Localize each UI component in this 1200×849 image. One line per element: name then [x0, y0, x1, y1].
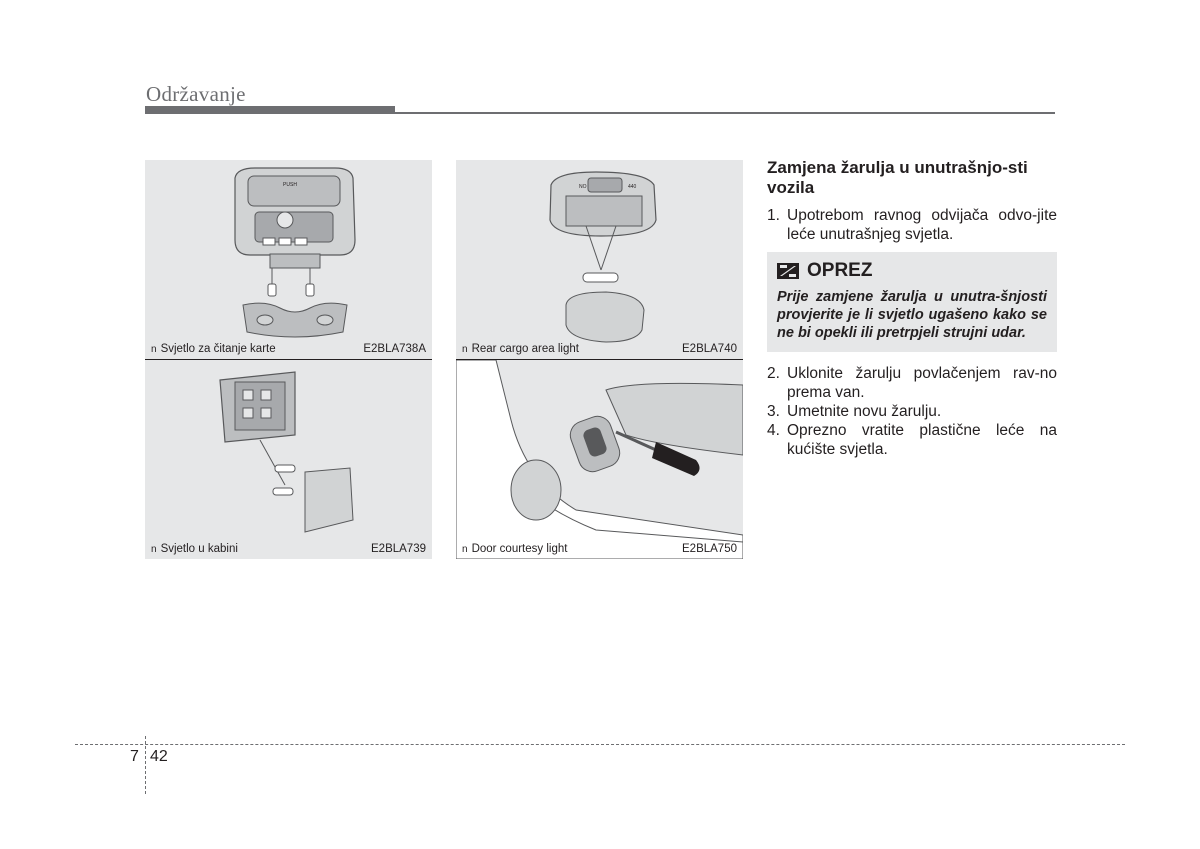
- figure-code: E2BLA750: [682, 543, 737, 555]
- footer-separator: [145, 736, 146, 794]
- figure-door-courtesy-light: [456, 360, 743, 559]
- figure-caption: [462, 543, 567, 555]
- step-text: Upotrebom ravnog odvijača odvo-jite leće unutrašnjeg svjetla.: [787, 207, 1057, 243]
- instruction-column: [767, 158, 1057, 459]
- push-label: PUSH: [283, 182, 297, 188]
- caption-text: Svjetlo u kabini: [160, 543, 238, 555]
- section-title: Zamjena žarulja u unutrašnjo-sti vozila: [767, 158, 1028, 197]
- step-item: [767, 421, 1057, 459]
- step-item: [767, 364, 1057, 402]
- figure-caption: [462, 343, 579, 355]
- figure-caption: [151, 543, 238, 555]
- step-text: Uklonite žarulju povlačenjem rav-no prema van.: [787, 365, 1057, 401]
- figure-code: E2BLA740: [682, 343, 737, 355]
- step-number: 2.: [767, 365, 780, 382]
- step-text: Umetnite novu žarulju.: [787, 403, 942, 420]
- caption-bullet: n: [151, 344, 157, 355]
- step-number: 3.: [767, 403, 780, 420]
- footer-rule: [75, 744, 1125, 745]
- caption-text: Door courtesy light: [471, 543, 568, 555]
- caution-heading-text: OPREZ: [807, 260, 873, 281]
- cabin-light-illustration: [145, 360, 432, 559]
- figure-rear-cargo-light: [456, 160, 743, 359]
- caption-bullet: n: [151, 544, 157, 555]
- step-item: [767, 402, 1057, 421]
- figure-caption: [151, 343, 276, 355]
- figure-code: E2BLA739: [371, 543, 426, 555]
- caution-text: Prije zamjene žarulja u unutra-šnjosti provjerite je li svjetlo ugašeno kako se ne bi opekli ili pretrpjeli strujni udar.: [777, 289, 1047, 341]
- step-number: 1.: [767, 207, 780, 224]
- caption-bullet: n: [462, 344, 468, 355]
- door-light-illustration: [456, 360, 743, 559]
- map-light-illustration: [145, 160, 432, 359]
- caption-text: Rear cargo area light: [471, 343, 579, 355]
- caption-bullet: n: [462, 544, 468, 555]
- switch-right-label: 440: [628, 184, 637, 190]
- chapter-number: 7: [130, 748, 139, 765]
- switch-left-label: NO: [579, 184, 587, 190]
- page-number: 42: [150, 748, 168, 765]
- caution-box: [767, 252, 1057, 352]
- caution-heading: [777, 260, 1047, 282]
- step-text: Oprezno vratite plastične leće na kućište svjetla.: [787, 422, 1057, 458]
- page-header-title: Održavanje: [146, 82, 246, 106]
- step-item: [767, 206, 1057, 244]
- figure-cabin-light: [145, 360, 432, 559]
- figure-code: E2BLA738A: [363, 343, 426, 355]
- caption-text: Svjetlo za čitanje karte: [160, 343, 276, 355]
- header-bar-thin: [145, 112, 1055, 114]
- step-number: 4.: [767, 422, 780, 439]
- figure-map-light: [145, 160, 432, 359]
- cargo-light-illustration: [456, 160, 743, 359]
- caution-icon: [777, 263, 799, 279]
